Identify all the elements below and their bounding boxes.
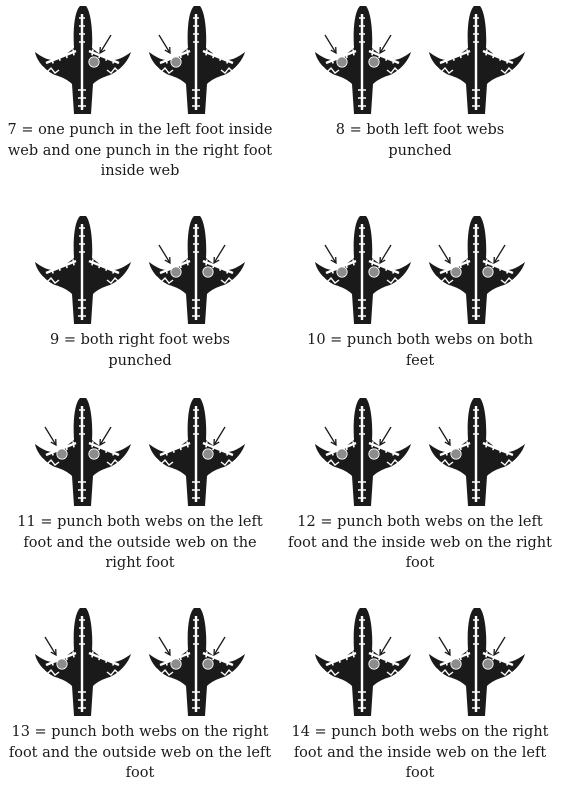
arrow-icon xyxy=(214,637,225,655)
arrow-icon xyxy=(45,637,56,655)
punch-mark-icon xyxy=(337,57,347,67)
arrow-icon xyxy=(439,637,450,655)
duck-foot-icon xyxy=(429,216,525,324)
punch-mark-icon xyxy=(451,659,461,669)
caption: 10 = punch both webs on both feet xyxy=(307,332,533,369)
punch-mark-icon xyxy=(483,659,493,669)
punch-mark-icon xyxy=(369,57,379,67)
punch-mark-icon xyxy=(89,449,99,459)
duck-foot-icon xyxy=(315,216,411,324)
punch-mark-icon xyxy=(337,449,347,459)
feet-pair xyxy=(25,396,255,508)
caption: 7 = one punch in the left foot inside web and one punch in the right foot inside web xyxy=(7,122,273,179)
arrow-icon xyxy=(159,35,170,53)
arrow-icon xyxy=(159,637,170,655)
punch-mark-icon xyxy=(171,57,181,67)
duck-foot-icon xyxy=(35,608,131,716)
feet-pair xyxy=(305,396,535,508)
feet-pair xyxy=(25,606,255,718)
caption: 8 = both left foot webs punched xyxy=(335,122,505,159)
caption: 11 = punch both webs on the left foot and the outside web on the right foot xyxy=(17,514,263,571)
arrow-icon xyxy=(380,35,391,53)
feet-pair xyxy=(305,606,535,718)
arrow-icon xyxy=(439,245,450,263)
duck-foot-icon xyxy=(429,6,525,114)
duck-foot-icon xyxy=(315,608,411,716)
duck-foot-icon xyxy=(149,216,245,324)
punch-mark-icon xyxy=(451,267,461,277)
duck-foot-icon xyxy=(315,6,411,114)
duck-foot-icon xyxy=(149,608,245,716)
punch-mark-icon xyxy=(369,267,379,277)
arrow-icon xyxy=(439,427,450,445)
punch-mark-icon xyxy=(369,659,379,669)
duck-foot-icon xyxy=(35,216,131,324)
arrow-icon xyxy=(159,245,170,263)
diagram-cell-13 xyxy=(5,606,275,784)
punch-mark-icon xyxy=(171,267,181,277)
punch-mark-icon xyxy=(89,57,99,67)
punch-mark-icon xyxy=(203,659,213,669)
punch-mark-icon xyxy=(337,267,347,277)
arrow-icon xyxy=(380,245,391,263)
arrow-icon xyxy=(380,637,391,655)
diagram-cell-12 xyxy=(285,396,555,574)
diagram-cell-10 xyxy=(285,214,555,371)
punch-mark-icon xyxy=(171,659,181,669)
duck-foot-icon xyxy=(149,398,245,506)
duck-foot-icon xyxy=(35,6,131,114)
arrow-icon xyxy=(325,35,336,53)
arrow-icon xyxy=(100,427,111,445)
arrow-icon xyxy=(494,245,505,263)
feet-pair xyxy=(25,214,255,326)
punch-mark-icon xyxy=(451,449,461,459)
diagram-cell-9 xyxy=(5,214,275,371)
duck-foot-icon xyxy=(149,6,245,114)
punch-mark-icon xyxy=(203,267,213,277)
arrow-icon xyxy=(325,245,336,263)
caption: 12 = punch both webs on the left foot and the inside web on the right foot xyxy=(288,514,552,571)
duck-foot-icon xyxy=(429,608,525,716)
arrow-icon xyxy=(100,35,111,53)
caption: 14 = punch both webs on the right foot and the inside web on the left foot xyxy=(291,724,549,781)
duck-foot-icon xyxy=(35,398,131,506)
punch-mark-icon xyxy=(483,267,493,277)
punch-mark-icon xyxy=(203,449,213,459)
arrow-icon xyxy=(45,427,56,445)
arrow-icon xyxy=(380,427,391,445)
diagram-cell-7 xyxy=(5,4,275,182)
duck-foot-icon xyxy=(429,398,525,506)
duck-foot-icon xyxy=(315,398,411,506)
diagram-cell-14 xyxy=(285,606,555,784)
punch-mark-icon xyxy=(369,449,379,459)
feet-pair xyxy=(305,214,535,326)
caption: 13 = punch both webs on the right foot and the outside web on the left foot xyxy=(8,724,272,781)
punch-mark-icon xyxy=(57,449,67,459)
arrow-icon xyxy=(214,427,225,445)
punch-mark-icon xyxy=(57,659,67,669)
feet-pair xyxy=(25,4,255,116)
arrow-icon xyxy=(214,245,225,263)
caption: 9 = both right foot webs punched xyxy=(50,332,230,369)
diagram-cell-8 xyxy=(285,4,555,161)
feet-pair xyxy=(305,4,535,116)
arrow-icon xyxy=(325,427,336,445)
arrow-icon xyxy=(494,637,505,655)
diagram-cell-11 xyxy=(5,396,275,574)
